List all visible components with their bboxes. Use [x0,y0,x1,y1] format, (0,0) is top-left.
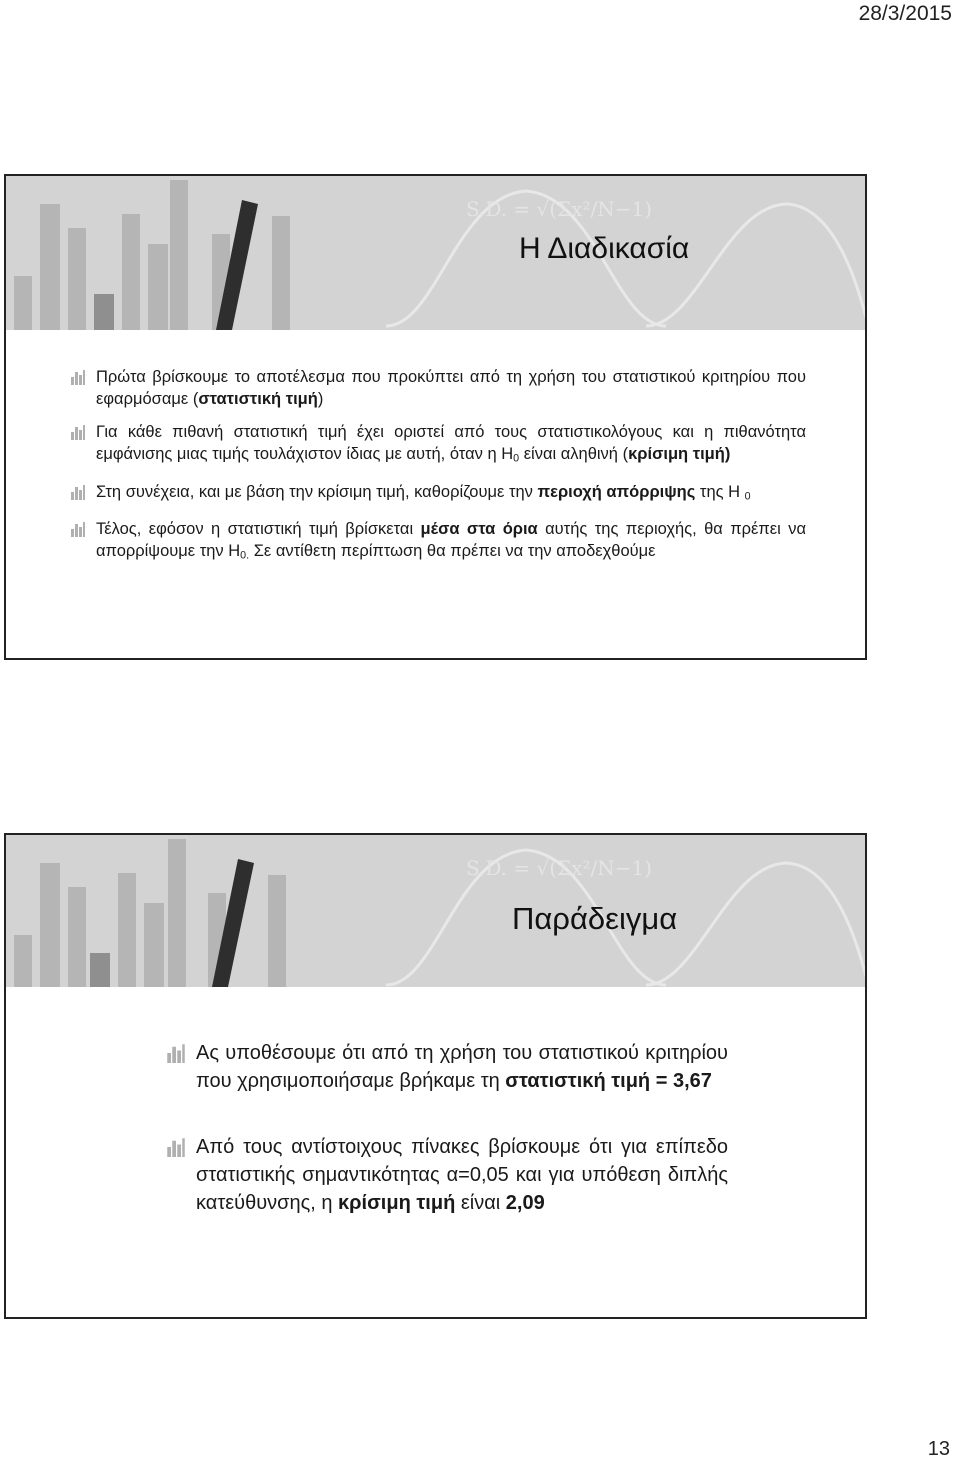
bullet-item [70,518,806,567]
bullet-text: Σε αντίθετη περίπτωση θα πρέπει να την αποδεχθούμε [249,542,656,561]
bar-chart-graphic [6,176,865,330]
slide-title: Η Διαδικασία [519,232,690,265]
page-number: 13 [927,1438,950,1460]
slide-banner [6,176,865,330]
bold-text: μέσα στα όρια [420,520,538,539]
bar-bullet-icon [70,369,86,385]
svg-text:S.D. = √(Σx²/N−1): S.D. = √(Σx²/N−1) [466,856,653,880]
bullet-text: ) [317,390,324,408]
svg-text:S.D. = √(Σx²/N−1): S.D. = √(Σx²/N−1) [466,197,653,221]
slide-banner [6,835,865,987]
bullet-text: Πρώτα βρίσκουμε το αποτέλεσμα που προκύπτει από τη χρήση του στατιστικού κριτηρίου που εφαρμόσαμε ( [96,368,806,408]
slide-example [4,833,867,1319]
bullet-text: Από τους αντίστοιχους πίνακες βρίσκουμε ότι για επίπεδο στατιστικής σημαντικότητας α=0,05 και για υπόθεση διπλής κατεύθυνσης, η [196,1136,728,1214]
bold-text: 2,09 [505,1192,545,1214]
bar-bullet-icon [70,424,86,440]
bullet-item [70,481,806,508]
bullet-text: Στη συνέχεια, και με βάση την κρίσιμη τιμή, καθορίζουμε την [96,482,538,501]
bullet-text: Για κάθε πιθανή στατιστική τιμή έχει οριστεί από τους στατιστικολόγους και η πιθανότητα εμφάνισης μιας τιμής τουλάχιστον ίδιας με αυτή, όταν η Η [96,423,806,463]
subscript-text: 0 [744,490,751,503]
bold-text: περιοχή απόρριψης [537,482,696,501]
bullet-text: αυτής της περιοχής, θα πρέπει να απορρίψουμε την Η [96,520,807,561]
bar-chart-graphic [6,835,865,987]
bullet-item [166,1133,728,1217]
bold-text: κρίσιμη τιμή) [628,445,731,463]
bold-text: κρίσιμη τιμή [338,1192,456,1214]
bullet-item [166,1039,728,1095]
bullet-text: είναι [455,1192,506,1214]
slide-procedure [4,174,867,660]
bold-text: στατιστική τιμή [198,390,318,408]
bar-bullet-icon [166,1137,186,1157]
bar-bullet-icon [70,484,86,500]
bullet-text: Τέλος, εφόσον η στατιστική τιμή βρίσκεται [96,520,421,539]
subscript-text: 0. [240,550,250,563]
slide-title: Παράδειγμα [512,901,678,936]
bullet-text: της Η [695,482,745,501]
bold-text: στατιστική τιμή = 3,67 [505,1070,712,1092]
bar-bullet-icon [166,1043,186,1063]
bullet-text: Ας υποθέσουμε ότι από τη χρήση του στατιστικού κριτηρίου που χρησιμοποιήσαμε βρήκαμε τη [196,1042,728,1092]
bullet-list [166,1039,728,1255]
bar-bullet-icon [70,521,86,537]
bullet-item [70,366,806,410]
page-date: 28/3/2015 [858,2,952,25]
bullet-text: είναι αληθινή ( [519,445,629,463]
bullet-list [70,366,806,578]
subscript-text: 0 [513,452,520,465]
bullet-item [70,421,806,470]
